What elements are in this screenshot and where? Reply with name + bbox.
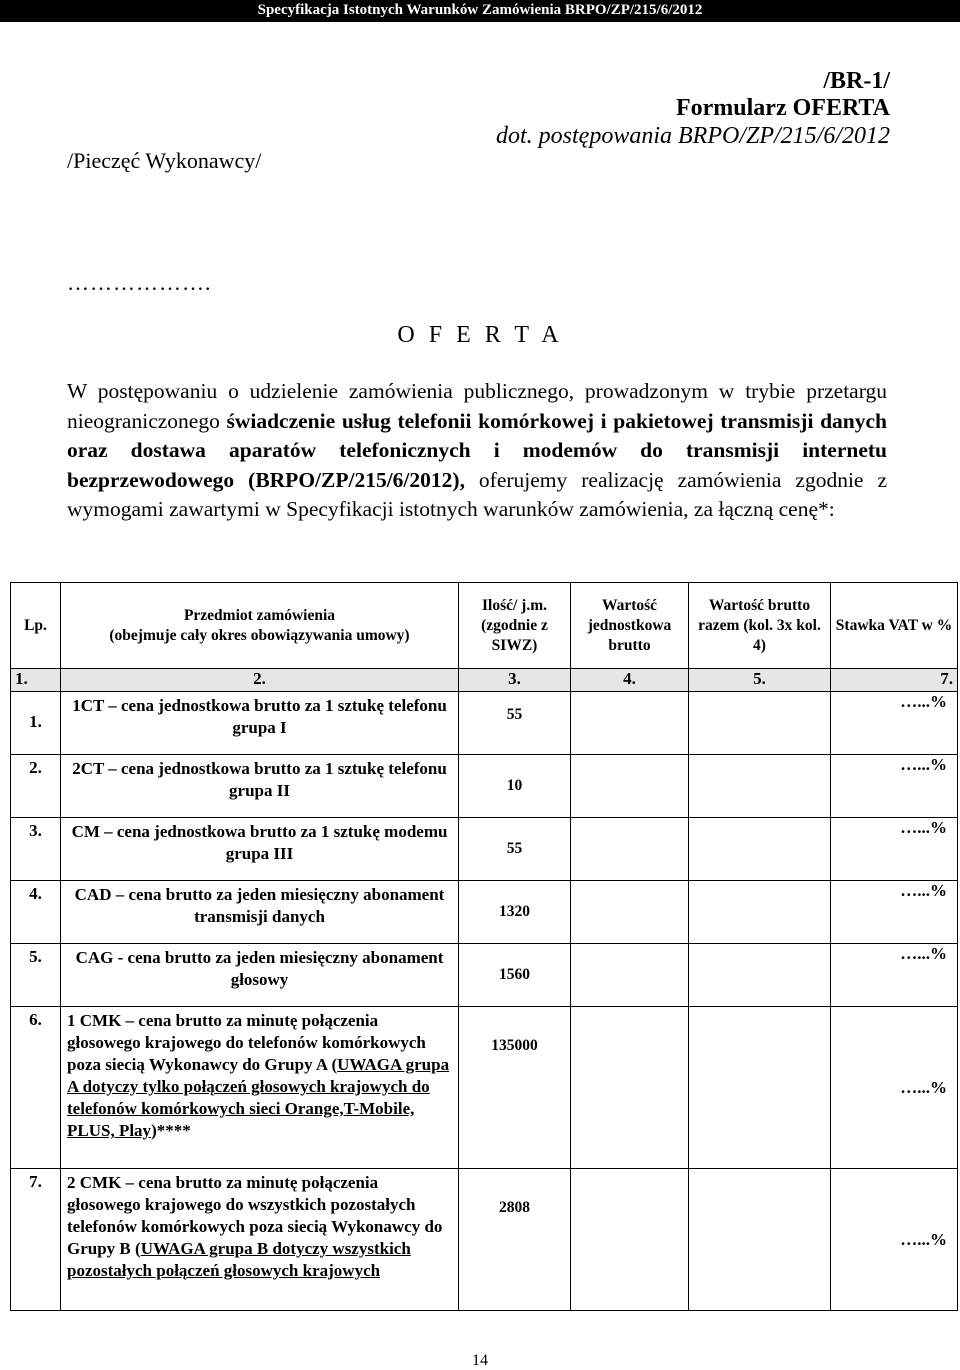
document-header-banner: Specyfikacja Istotnych Warunków Zamówienia BRPO/ZP/215/6/2012 — [0, 0, 960, 22]
colnum-7: 7. — [831, 669, 958, 692]
unit-price-cell[interactable] — [571, 692, 689, 755]
form-title: Formularz OFERTA — [675, 95, 890, 121]
row-desc-suffix: )**** — [151, 1121, 191, 1140]
vat-rate-cell[interactable]: …...% — [831, 944, 958, 1007]
row-description: 1CT – cena jednostkowa brutto za 1 sztukę telefonu grupa I — [61, 692, 459, 755]
total-price-cell[interactable] — [689, 755, 831, 818]
row-lp: 1. — [11, 692, 61, 755]
stamp-placeholder-dots: ………………. — [67, 270, 212, 295]
colnum-4: 4. — [571, 669, 689, 692]
row-lp: 4. — [11, 881, 61, 944]
row-quantity: 2808 — [459, 1169, 571, 1311]
header-wartosc-razem: Wartość brutto razem (kol. 3x kol. 4) — [689, 583, 831, 669]
unit-price-cell[interactable] — [571, 944, 689, 1007]
row-description: CAD – cena brutto za jeden miesięczny abonament transmisji danych — [61, 881, 459, 944]
intro-paragraph — [67, 377, 887, 525]
row-quantity: 1560 — [459, 944, 571, 1007]
header-vat: Stawka VAT w % — [831, 583, 958, 669]
unit-price-cell[interactable] — [571, 881, 689, 944]
header-wartosc-jedn: Wartość jednostkowa brutto — [571, 583, 689, 669]
column-number-row — [11, 669, 958, 692]
unit-price-cell[interactable] — [571, 1007, 689, 1169]
offer-heading: O F E R T A — [397, 322, 563, 348]
unit-price-cell[interactable] — [571, 1169, 689, 1311]
vat-rate-cell[interactable]: …...% — [831, 1007, 958, 1169]
total-price-cell[interactable] — [689, 881, 831, 944]
row-description: 2CT – cena jednostkowa brutto za 1 sztukę telefonu grupa II — [61, 755, 459, 818]
row-lp: 7. — [11, 1169, 61, 1311]
row-desc-note: UWAGA grupa A dotyczy tylko połączeń głosowych krajowych do telefonów komórkowych sieci Orange,T-Mobile, PLUS, Play — [67, 1055, 450, 1140]
unit-price-cell[interactable] — [571, 818, 689, 881]
vat-rate-cell[interactable]: …...% — [831, 692, 958, 755]
offer-table — [10, 582, 958, 1311]
header-przedmiot-sub: (obejmuje cały okres obowiązywania umowy) — [109, 626, 410, 644]
row-quantity: 1320 — [459, 881, 571, 944]
vat-rate-cell[interactable]: …...% — [831, 818, 958, 881]
vat-rate-cell[interactable]: …...% — [831, 755, 958, 818]
colnum-3: 3. — [459, 669, 571, 692]
row-quantity: 10 — [459, 755, 571, 818]
table-row — [11, 1169, 958, 1311]
row-quantity: 55 — [459, 692, 571, 755]
table-row — [11, 944, 958, 1007]
intro-text-bold: świadczenie usług telefonii komórkowej i pakietowej transmisji danych oraz dostawa aparatów telefonicznych i modemów do transmisji internetu bezprzewodowego (BRPO/ZP/215/6/2012), — [67, 408, 887, 492]
total-price-cell[interactable] — [689, 1007, 831, 1169]
total-price-cell[interactable] — [689, 818, 831, 881]
header-ilosc: Ilość/ j.m. (zgodnie z SIWZ) — [459, 583, 571, 669]
row-description — [61, 1169, 459, 1311]
row-lp: 3. — [11, 818, 61, 881]
row-quantity: 55 — [459, 818, 571, 881]
vat-rate-cell[interactable]: …...% — [831, 1169, 958, 1311]
table-row — [11, 692, 958, 755]
header-przedmiot-title: Przedmiot zamówienia — [183, 606, 336, 624]
colnum-5: 5. — [689, 669, 831, 692]
row-lp: 5. — [11, 944, 61, 1007]
header-lp: Lp. — [11, 583, 61, 669]
contractor-stamp-label: /Pieczęć Wykonawcy/ — [67, 148, 262, 173]
colnum-2: 2. — [61, 669, 459, 692]
intro-text-1: W postępowaniu o udzielenie zamówienia publicznego, prowadzonym w trybie przetargu nieograniczonego — [67, 379, 887, 433]
row-desc-text: 1 CMK – cena brutto za minutę połączenia głosowego krajowego do telefonów komórkowych poza siecią Wykonawcy do Grupy A ( — [67, 1011, 426, 1074]
vat-rate-cell[interactable]: …...% — [831, 881, 958, 944]
intro-text-3: oferujemy realizację zamówienia zgodnie z wymogami zawartymi w Specyfikacji istotnych warunków zamówienia, za łączną cenę*: — [67, 467, 887, 521]
table-row — [11, 881, 958, 944]
row-description: CM – cena jednostkowa brutto za 1 sztukę modemu grupa III — [61, 818, 459, 881]
table-row — [11, 755, 958, 818]
table-row — [11, 818, 958, 881]
procedure-reference: dot. postępowania BRPO/ZP/215/6/2012 — [496, 123, 890, 149]
total-price-cell[interactable] — [689, 944, 831, 1007]
row-quantity: 135000 — [459, 1007, 571, 1169]
row-description: CAG - cena brutto za jeden miesięczny abonament głosowy — [61, 944, 459, 1007]
row-desc-note: UWAGA grupa B dotyczy wszystkich pozostałych połączeń głosowych krajowych — [67, 1239, 411, 1280]
colnum-1: 1. — [11, 669, 61, 692]
table-row — [11, 1007, 958, 1169]
total-price-cell[interactable] — [689, 1169, 831, 1311]
row-desc-text: 2 CMK – cena brutto za minutę połączenia głosowego krajowego do wszystkich pozostałych telefonów komórkowych poza siecią Wykonawcy do Grupy B ( — [67, 1173, 443, 1258]
total-price-cell[interactable] — [689, 692, 831, 755]
row-lp: 6. — [11, 1007, 61, 1169]
form-code: /BR-1/ — [823, 68, 890, 94]
row-description — [61, 1007, 459, 1169]
page-number: 14 — [472, 1352, 488, 1369]
header-przedmiot — [61, 583, 459, 669]
unit-price-cell[interactable] — [571, 755, 689, 818]
row-lp: 2. — [11, 755, 61, 818]
